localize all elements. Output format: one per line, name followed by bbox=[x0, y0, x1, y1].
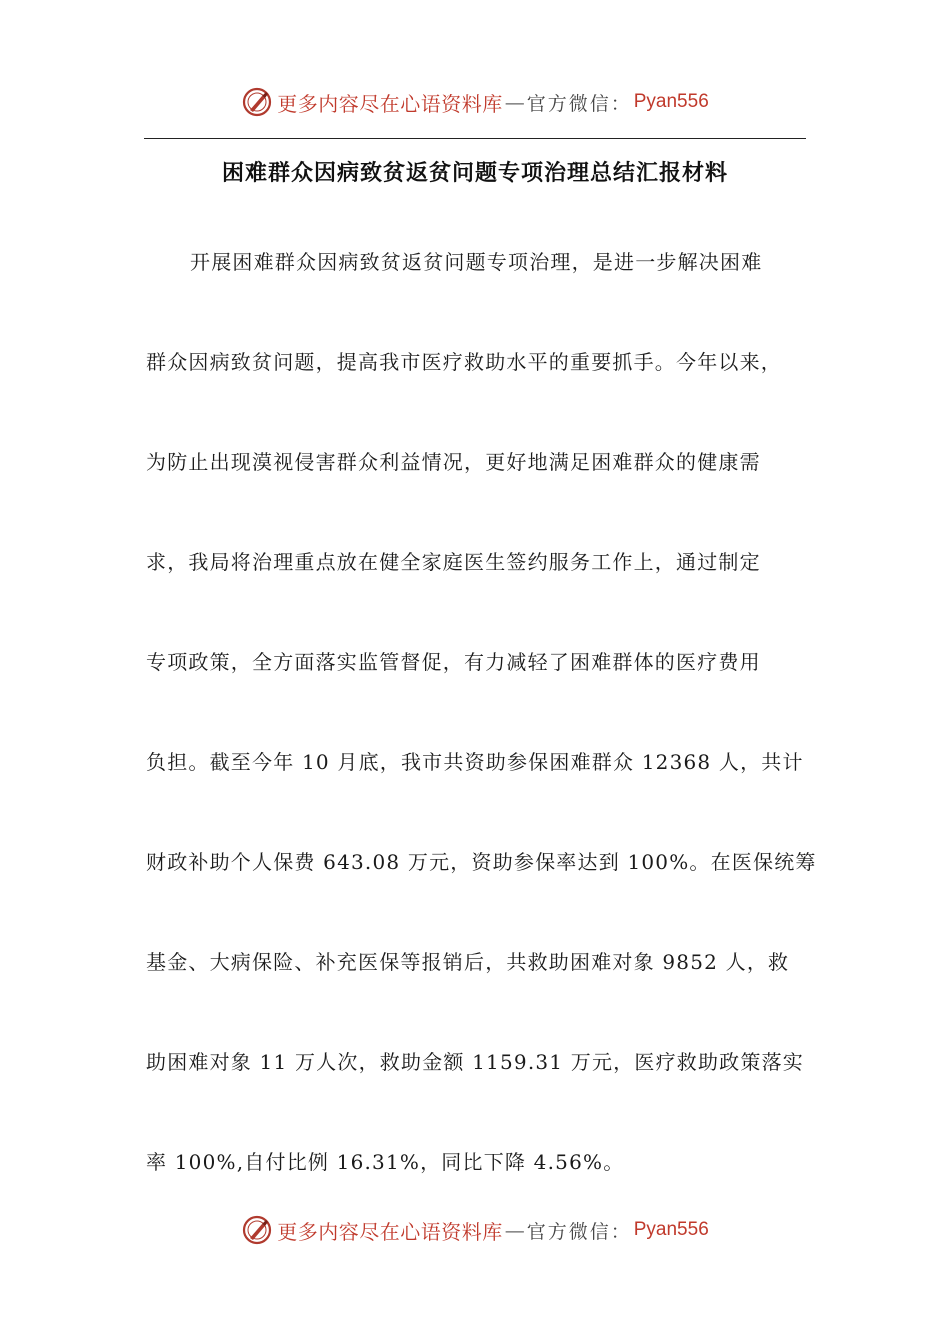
body-line-5: 专项政策，全方面落实监管督促，有力减轻了困难群体的医疗费用 bbox=[146, 650, 761, 674]
body-line-7: 财政补助个人保费 643.08 万元，资助参保率达到 100%。在医保统筹 bbox=[146, 850, 817, 874]
body-line-9: 助困难对象 11 万人次，救助金额 1159.31 万元，医疗救助政策落实 bbox=[146, 1050, 804, 1074]
body-line-6: 负担。截至今年 10 月底，我市共资助参保困难群众 12368 人，共计 bbox=[146, 750, 804, 774]
header-banner bbox=[0, 82, 950, 122]
body-line-3: 为防止出现漠视侵害群众利益情况，更好地满足困难群众的健康需 bbox=[146, 450, 761, 474]
pen-nib-logo-icon bbox=[241, 86, 273, 118]
footer-official-label: 官方微信： bbox=[526, 1220, 632, 1243]
body-line-8: 基金、大病保险、补充医保等报销后，共救助困难对象 9852 人，救 bbox=[146, 950, 790, 974]
header-dash: — bbox=[504, 90, 525, 114]
footer-brand-text: 更多内容尽在心语资料库 bbox=[277, 1219, 503, 1244]
pen-nib-logo-icon bbox=[241, 1214, 273, 1246]
document-title: 困难群众因病致贫返贫问题专项治理总结汇报材料 bbox=[221, 161, 728, 186]
footer-dash: — bbox=[504, 1218, 525, 1242]
body-line-10: 率 100%,自付比例 16.31%，同比下降 4.56%。 bbox=[146, 1150, 625, 1174]
header-wechat-id: Pyan556 bbox=[633, 91, 709, 112]
body-line-2: 群众因病致贫问题，提高我市医疗救助水平的重要抓手。今年以来， bbox=[146, 350, 782, 374]
body-line-4: 求，我局将治理重点放在健全家庭医生签约服务工作上，通过制定 bbox=[146, 550, 761, 574]
body-line-1: 开展困难群众因病致贫返贫问题专项治理，是进一步解决困难 bbox=[190, 250, 763, 274]
header-official-label: 官方微信： bbox=[526, 92, 632, 115]
document-body bbox=[146, 240, 817, 1240]
header-divider bbox=[144, 138, 806, 139]
header-brand-text: 更多内容尽在心语资料库 bbox=[277, 91, 503, 116]
footer-wechat-id: Pyan556 bbox=[633, 1219, 709, 1240]
footer-banner bbox=[0, 1210, 950, 1250]
